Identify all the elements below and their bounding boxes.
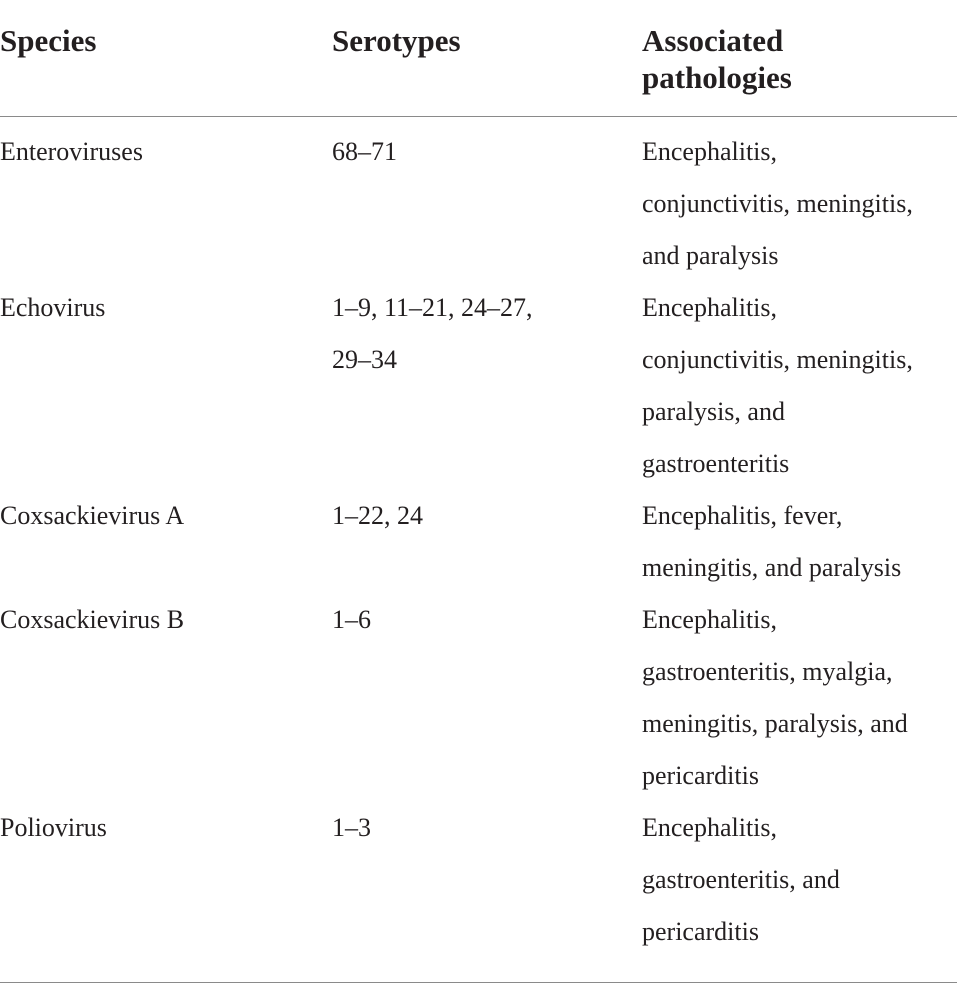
pathologies-line: Encephalitis, xyxy=(642,293,778,322)
table-row xyxy=(0,117,957,283)
pathologies-line: pericarditis xyxy=(642,761,759,790)
table-row xyxy=(0,282,957,490)
cell-serotypes xyxy=(332,117,642,283)
pathologies-line: gastroenteritis xyxy=(642,449,790,478)
pathologies-line: meningitis, paralysis, and xyxy=(642,709,908,738)
serotypes-line: 1–22, 24 xyxy=(332,501,423,530)
cell-serotypes xyxy=(332,282,642,490)
header-serotypes xyxy=(332,0,642,117)
cell-pathologies xyxy=(642,802,957,983)
header-associated-pathologies xyxy=(642,0,957,117)
species-name: Enteroviruses xyxy=(0,137,143,166)
species-name: Echovirus xyxy=(0,293,106,322)
header-species-label: Species xyxy=(0,23,97,58)
cell-pathologies xyxy=(642,282,957,490)
serotypes-line: 29–34 xyxy=(332,345,397,374)
cell-serotypes xyxy=(332,802,642,983)
table-row xyxy=(0,594,957,802)
cell-pathologies xyxy=(642,490,957,594)
header-pathologies-label-line-1: Associated xyxy=(642,23,784,58)
cell-species xyxy=(0,802,332,983)
pathologies-line: and paralysis xyxy=(642,241,779,270)
serotypes-line: 1–9, 11–21, 24–27, xyxy=(332,293,533,322)
pathologies-line: pericarditis xyxy=(642,917,759,946)
pathologies-line: Encephalitis, xyxy=(642,605,778,634)
cell-serotypes xyxy=(332,490,642,594)
cell-species xyxy=(0,490,332,594)
header-species xyxy=(0,0,332,117)
pathologies-line: Encephalitis, fever, xyxy=(642,501,843,530)
table-row xyxy=(0,490,957,594)
cell-species xyxy=(0,282,332,490)
pathologies-line: Encephalitis, xyxy=(642,813,778,842)
pathologies-line: conjunctivitis, meningitis, xyxy=(642,345,913,374)
cell-serotypes xyxy=(332,594,642,802)
serotypes-line: 1–3 xyxy=(332,813,371,842)
serotypes-line: 68–71 xyxy=(332,137,397,166)
pathologies-line: Encephalitis, xyxy=(642,137,778,166)
species-name: Coxsackievirus A xyxy=(0,501,185,530)
cell-species xyxy=(0,594,332,802)
pathologies-line: gastroenteritis, and xyxy=(642,865,840,894)
table-header xyxy=(0,0,957,117)
table-body xyxy=(0,117,957,983)
pathologies-line: conjunctivitis, meningitis, xyxy=(642,189,913,218)
pathologies-line: paralysis, and xyxy=(642,397,785,426)
species-name: Poliovirus xyxy=(0,813,107,842)
pathologies-line: meningitis, and paralysis xyxy=(642,553,902,582)
species-name: Coxsackievirus B xyxy=(0,605,185,634)
pathologies-line: gastroenteritis, myalgia, xyxy=(642,657,893,686)
cell-species xyxy=(0,117,332,283)
serotypes-line: 1–6 xyxy=(332,605,371,634)
cell-pathologies xyxy=(642,594,957,802)
header-pathologies-label-line-2: pathologies xyxy=(642,60,792,95)
header-serotypes-label: Serotypes xyxy=(332,23,461,58)
header-row xyxy=(0,0,957,117)
table-row xyxy=(0,802,957,983)
cell-pathologies xyxy=(642,117,957,283)
